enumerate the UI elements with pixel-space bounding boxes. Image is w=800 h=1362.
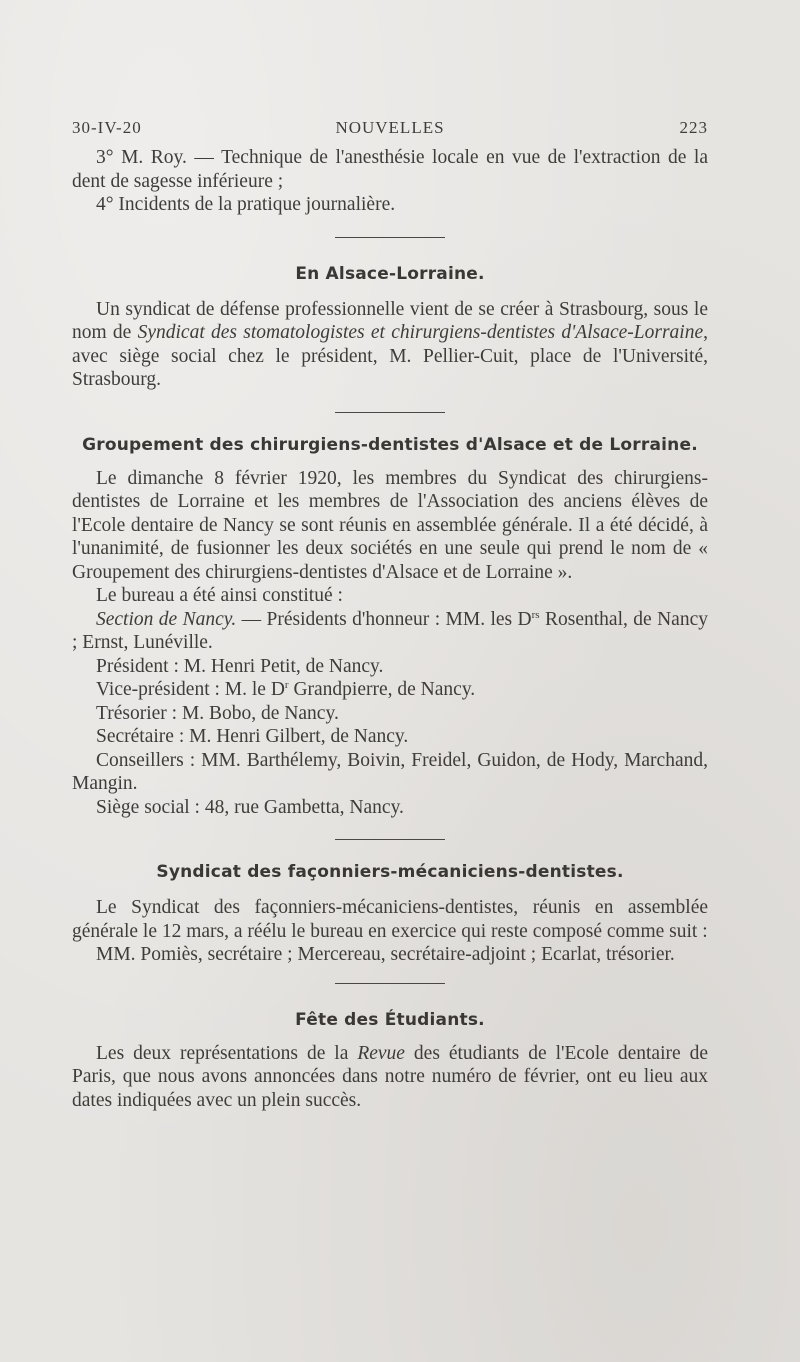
text-run: Grandpierre, de Nancy. <box>288 679 476 700</box>
officer-line: Siège social : 48, rue Gambetta, Nancy. <box>96 796 404 818</box>
italic-text: Syndicat des stomatologistes et chirurgiens-dentistes d'Alsace-Lorraine <box>137 322 704 343</box>
officer-line: Président : M. Henri Petit, de Nancy. <box>96 655 384 677</box>
section-heading: En Alsace-Lorraine. <box>295 263 485 284</box>
italic-text: Revue <box>357 1042 405 1064</box>
text-run: Un syndicat de défense professionnelle vient de se créer à Strasbourg, sous le nom de <box>72 298 708 343</box>
officer-line: Secrétaire : M. Henri Gilbert, de Nancy. <box>96 726 409 747</box>
section-heading: Fête des Étudiants. <box>295 1009 485 1030</box>
officer-line <box>72 678 708 702</box>
paragraph: Le dimanche 8 février 1920, les membres du Syndicat des chirurgiens-dentistes de Lorraine et les membres de l'Association des anciens élèves de l'Ecole dentaire de Nancy se sont réunis en assemblée générale. Il a été décidé, à l'unanimité, de fusionner les deux sociétés en une seule qui prend le nom de « Groupement des chirurgiens-dentistes d'Alsace et de Lorraine ». <box>72 467 708 583</box>
paragraph: Le bureau a été ainsi constitué : <box>96 585 343 606</box>
paragraph <box>72 1042 708 1113</box>
text-run: des étudiants de l'Ecole dentaire de Paris, que nous avons annoncées dans notre numéro de février, ont eu lieu aux dates indiquées avec un plein succès. <box>72 1042 708 1111</box>
italic-text: Section de Nancy. <box>96 608 237 630</box>
section-heading: Syndicat des façonniers-mécaniciens-dentistes. <box>156 862 624 882</box>
header-section: NOUVELLES <box>335 118 445 137</box>
list-item: 3° M. Roy. — Technique de l'anesthésie locale en vue de l'extraction de la dent de sagesse inférieure ; <box>72 147 708 192</box>
text-run: Rosenthal, de Nancy ; Ernst, Lunéville. <box>72 608 708 653</box>
page <box>72 118 708 1112</box>
superscript: r <box>284 679 289 691</box>
running-header <box>72 118 708 146</box>
header-date: 30-IV-20 <box>72 118 142 137</box>
paragraph <box>72 298 708 392</box>
text-run: , avec siège social chez le président, M. Pellier-Cuit, place de l'Université, Strasbourg. <box>72 322 709 390</box>
paragraph: MM. Pomiès, secrétaire ; Mercereau, secrétaire-adjoint ; Ecarlat, trésorier. <box>96 944 675 965</box>
paragraph <box>72 608 708 655</box>
officer-line: Trésorier : M. Bobo, de Nancy. <box>96 702 339 724</box>
section-heading: Groupement des chirurgiens-dentistes d'Alsace et de Lorraine. <box>82 434 698 455</box>
page-number: 223 <box>679 118 708 137</box>
text-run: Les deux représentations de la <box>96 1042 358 1064</box>
paragraph: Le Syndicat des façonniers-mécaniciens-dentistes, réunis en assemblée générale le 12 mars, a réélu le bureau en exercice qui reste composé comme suit : <box>72 897 708 942</box>
officer-line: Conseillers : MM. Barthélemy, Boivin, Freidel, Guidon, de Hody, Marchand, Mangin. <box>72 749 708 794</box>
list-item: 4° Incidents de la pratique journalière. <box>96 194 396 215</box>
superscript: rs <box>531 608 540 621</box>
text-run: Vice-président : M. le D <box>96 679 285 700</box>
text-run: — Présidents d'honneur : MM. les D <box>236 608 532 630</box>
